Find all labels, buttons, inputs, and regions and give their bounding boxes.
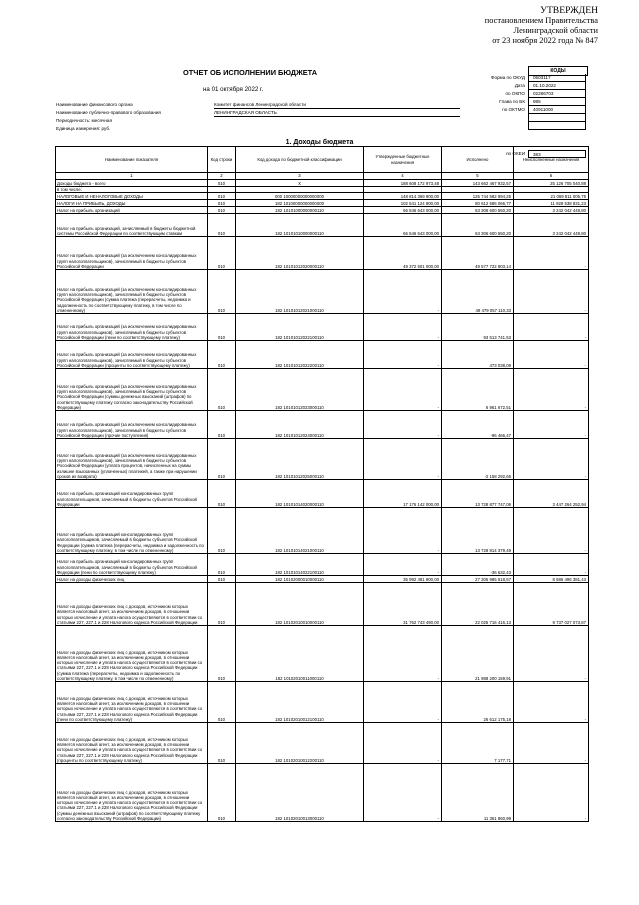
row-executed: 21 988 200 159,91 <box>442 626 514 682</box>
row-income-code: 182 10101012021000110 <box>236 270 364 314</box>
row-executed: 49 577 722 803,14 <box>442 237 514 270</box>
row-line-code: 010 <box>208 270 236 314</box>
row-name: Налог на доходы физических лиц с доходов, источником которых является налоговый агент, за исключением доходов, в отношении которых исчисление и уплата налога осуществляются в соответствии со статьями 227, 227.1 и 228 Налогового кодекса Российской Федерации (пени по соответствующему платежу) <box>56 682 208 723</box>
approval-block <box>378 6 598 46</box>
row-line-code: 010 <box>208 626 236 682</box>
header-executed: Исполнено <box>442 147 514 173</box>
table-body <box>56 180 589 822</box>
row-line-code: 010 <box>208 200 236 207</box>
row-executed: 27 305 985 518,57 <box>442 576 514 583</box>
table-row <box>56 480 589 508</box>
unit-of-measure: Единица измерения: руб. <box>56 126 111 131</box>
row-remaining: 3 447 264 252,94 <box>514 480 589 508</box>
row-remaining: - <box>514 237 589 270</box>
budget-label: Наименование публично-правового образования <box>56 110 161 115</box>
table-row <box>56 180 589 187</box>
table-row <box>56 341 589 369</box>
table-row <box>56 682 589 723</box>
row-remaining: 3 242 042 449,80 <box>514 214 589 237</box>
row-approved: 49 372 501 000,00 <box>364 237 442 270</box>
row-remaining: 25 126 705 040,88 <box>514 180 589 187</box>
row-remaining: - <box>514 508 589 554</box>
row-name: Налог на прибыль организаций <box>56 207 208 214</box>
approval-line-1: УТВЕРЖДЕН <box>540 5 598 16</box>
header-remaining: Неисполненные назначения <box>514 147 589 173</box>
table-row <box>56 508 589 554</box>
col-number: 3 <box>236 173 364 180</box>
row-approved: - <box>364 682 442 723</box>
col-number: 5 <box>442 173 514 180</box>
row-remaining: 21 069 811 005,75 <box>514 193 589 200</box>
row-approved: - <box>364 764 442 822</box>
table-row <box>56 193 589 200</box>
row-income-code: 182 10102010012200110 <box>236 723 364 764</box>
row-line-code: 010 <box>208 764 236 822</box>
row-name: Налог на прибыль организаций (за исключением консолидированных групп налогоплательщиков), зачисляемый в бюджеты субъектов Российской Федерации (проценты по соответствующему платежу) <box>56 341 208 369</box>
row-approved: 66 546 643 000,00 <box>364 207 442 214</box>
budget-underline <box>214 116 460 117</box>
code-label: Форма по ОКУД <box>490 75 525 80</box>
header-income-code: Код дохода по бюджетной классификации <box>236 147 364 173</box>
row-remaining: - <box>514 314 589 341</box>
row-approved: 148 814 369 900,00 <box>364 193 442 200</box>
row-remaining: - <box>514 764 589 822</box>
row-approved: 188 608 172 973,48 <box>364 180 442 187</box>
row-income-code: 182 10101012022200110 <box>236 341 364 369</box>
header-name: Наименование показателя <box>56 147 208 173</box>
row-line-code: 010 <box>208 207 236 214</box>
code-value: 01.10.2022 <box>528 82 586 90</box>
col-number: 2 <box>208 173 236 180</box>
row-executed: 80 612 586 066,77 <box>442 200 514 207</box>
row-line-code: 010 <box>208 723 236 764</box>
row-income-code: 182 10102010011000110 <box>236 626 364 682</box>
row-approved: - <box>364 626 442 682</box>
col-number: 1 <box>56 173 208 180</box>
row-executed: 22 025 716 416,13 <box>442 583 514 626</box>
row-executed: 13 728 814 379,49 <box>442 508 514 554</box>
row-income-code: 182 10101012022100110 <box>236 314 364 341</box>
row-income-code: 182 10101014021000110 <box>236 508 364 554</box>
row-executed: 93 513 741,53 <box>442 314 514 341</box>
row-approved: - <box>364 439 442 480</box>
code-value: 383 <box>528 150 586 158</box>
row-line-code: 010 <box>208 439 236 480</box>
row-approved: 66 546 643 000,00 <box>364 214 442 237</box>
row-approved: - <box>364 341 442 369</box>
row-line-code: 010 <box>208 682 236 723</box>
row-name: Налог на прибыль организаций (за исключением консолидированных групп налогоплательщиков), зачисляемый в бюджеты субъектов Российской Федерации (суммы денежных взысканий (штрафов) по соответствующему платежу согласно законодательству Российской Федерации) <box>56 369 208 411</box>
table-row <box>56 554 589 576</box>
approval-line-3: Ленинградской области <box>513 26 598 35</box>
table-row <box>56 411 589 439</box>
row-executed: -36 632,43 <box>442 554 514 576</box>
row-approved: - <box>364 314 442 341</box>
row-name: Налог на прибыль организаций консолидированных групп налогоплательщиков, зачисляемый в бюджеты субъектов Российской Федерации <box>56 480 208 508</box>
row-line-code: 010 <box>208 214 236 237</box>
row-line-code: 010 <box>208 583 236 626</box>
report-date: на 01 октября 2022 г. <box>203 86 264 93</box>
row-remaining: 11 928 538 831,23 <box>514 200 589 207</box>
row-remaining: 8 686 496 381,43 <box>514 576 589 583</box>
row-approved: - <box>364 270 442 314</box>
row-executed: 13 728 877 747,06 <box>442 480 514 508</box>
row-approved: - <box>364 508 442 554</box>
code-label: по ОКТМО <box>502 107 525 112</box>
report-title: ОТЧЕТ ОБ ИСПОЛНЕНИИ БЮДЖЕТА <box>183 68 318 77</box>
table-row <box>56 314 589 341</box>
row-name: Налог на прибыль организаций (за исключением консолидированных групп налогоплательщиков), зачисляемый в бюджеты субъектов Российской Федерации (уплата процентов, начисленных на суммы излишне взысканных (уплаченных) платежей, а также при нарушении сроков их возврата) <box>56 439 208 480</box>
row-line-code: 010 <box>208 554 236 576</box>
row-executed: -96 466,47 <box>442 411 514 439</box>
row-income-code: 182 10101012023000110 <box>236 369 364 411</box>
row-executed: -2 158 292,65 <box>442 439 514 480</box>
row-income-code: 182 10100000000000000 <box>236 200 364 207</box>
header-line-code: Код строки <box>208 147 236 173</box>
approval-line-4: от 23 ноября 2022 года № 847 <box>492 36 598 45</box>
row-income-code: 182 10101012020000110 <box>236 237 364 270</box>
table-row <box>56 626 589 682</box>
table-row <box>56 764 589 822</box>
row-remaining: - <box>514 723 589 764</box>
row-remaining: - <box>514 411 589 439</box>
table-row <box>56 237 589 270</box>
row-line-code: 010 <box>208 576 236 583</box>
row-remaining: 3 242 042 449,80 <box>514 207 589 214</box>
col-number: 4 <box>364 173 442 180</box>
code-value: 02286703 <box>528 90 586 98</box>
code-label: Глава по БК <box>499 99 525 104</box>
row-income-code: 182 10102000010000110 <box>236 576 364 583</box>
row-income-code: 182 10102010010000110 <box>236 583 364 626</box>
row-executed: 143 662 467 932,57 <box>442 180 514 187</box>
income-table <box>55 146 589 822</box>
row-income-code: X <box>236 180 364 187</box>
row-name: Налог на прибыль организаций (за исключением консолидированных групп налогоплательщиков), зачисляемый в бюджеты субъектов Российской Федерации <box>56 237 208 270</box>
budget-value: ЛЕНИНГРАДСКАЯ ОБЛАСТЬ <box>214 110 277 115</box>
row-income-code: 182 10101012024000110 <box>236 411 364 439</box>
row-name: Налог на прибыль организаций консолидированных групп налогоплательщиков, зачисляемый в бюджеты субъектов Российской Федерации (пени по соответствующему платежу) <box>56 554 208 576</box>
row-approved: - <box>364 411 442 439</box>
table-row <box>56 723 589 764</box>
row-executed: 63 306 600 550,20 <box>442 207 514 214</box>
table-row <box>56 583 589 626</box>
row-name: Налог на прибыль организаций (за исключением консолидированных групп налогоплательщиков), зачисляемый в бюджеты субъектов Российской Федерации (прочие поступления) <box>56 411 208 439</box>
table-row <box>56 439 589 480</box>
row-name: Налог на доходы физических лиц с доходов, источником которых является налоговый агент, за исключением доходов, в отношении которых исчисление и уплата налога осуществляются в соответствии со статьями 227, 227.1 и 228 Налогового кодекса Российской Федерации (суммы денежных взысканий (штрафов) по соответствующему платежу согласно законодательству Российской Федерации) <box>56 764 208 822</box>
code-value: 40911000 <box>528 106 586 114</box>
row-line-code: 010 <box>208 180 236 187</box>
header-approved: Утвержденные бюджетные назначения <box>364 147 442 173</box>
code-label: по ОКЕИ <box>506 151 525 156</box>
row-approved: - <box>364 369 442 411</box>
row-approved: 31 762 743 490,00 <box>364 583 442 626</box>
row-line-code: 010 <box>208 369 236 411</box>
row-line-code: 010 <box>208 411 236 439</box>
codes-header: КОДЫ <box>528 66 588 76</box>
row-executed: 11 361 860,99 <box>442 764 514 822</box>
row-remaining: - <box>514 270 589 314</box>
table-row <box>56 200 589 207</box>
row-income-code: 182 10102010012100110 <box>236 682 364 723</box>
row-income-code: 182 10101014020000110 <box>236 480 364 508</box>
row-line-code: 010 <box>208 314 236 341</box>
code-value <box>528 122 586 130</box>
col-number: 6 <box>514 173 589 180</box>
row-income-code: 182 10101000000000110 <box>236 207 364 214</box>
table-row <box>56 576 589 583</box>
row-approved: - <box>364 723 442 764</box>
row-name: в том числе: <box>56 187 208 193</box>
row-name: Налог на прибыль организаций (за исключением консолидированных групп налогоплательщиков), зачисляемый в бюджеты субъектов Российской Федерации (сумма платежа (перерасчеты, недоимка и задолженность по соответствующему платежу, в том числе по отмененному) <box>56 270 208 314</box>
periodicity: Периодичность: месячная <box>56 118 112 123</box>
table-row <box>56 270 589 314</box>
row-remaining: - <box>514 626 589 682</box>
approval-line-2: постановлением Правительства <box>484 16 598 25</box>
row-remaining: 9 737 027 073,87 <box>514 583 589 626</box>
row-line-code: 010 <box>208 341 236 369</box>
row-name: Налог на доходы физических лиц <box>56 576 208 583</box>
row-remaining: - <box>514 554 589 576</box>
row-remaining: - <box>514 369 589 411</box>
row-name: НАЛОГОВЫЕ И НЕНАЛОГОВЫЕ ДОХОДЫ <box>56 193 208 200</box>
code-label: по ОКПО <box>505 91 525 96</box>
row-name: Налог на доходы физических лиц с доходов, источником которых является налоговый агент, за исключением доходов, в отношении которых исчисление и уплата налога осуществляются в соответствии со статьями 227, 227.1 и 228 Налогового кодекса Российской Федерации (сумма платежа (перерасчеты, недоимка и задолженность по соответствующему платежу, в том числе по отмененному) <box>56 626 208 682</box>
row-remaining: - <box>514 682 589 723</box>
row-income-code: 182 10101010000000110 <box>236 214 364 237</box>
row-name: Налог на прибыль организаций консолидированных групп налогоплательщиков, зачисляемый в бюджеты субъектов Российской Федерации (сумма платежа (перерасчеты, недоимка и задолженность по соответствующему платежу, в том числе по отмененному) <box>56 508 208 554</box>
row-executed: 49 479 057 110,33 <box>442 270 514 314</box>
row-name: Налог на доходы физических лиц с доходов, источником которых является налоговый агент, за исключением доходов, в отношении которых исчисление и уплата налога осуществляются в соответствии со статьями 227, 227.1 и 228 Налогового кодекса Российской Федерации (проценты по соответствующему платежу) <box>56 723 208 764</box>
row-income-code: 182 10101012025000110 <box>236 439 364 480</box>
row-line-code: 010 <box>208 508 236 554</box>
row-approved: 35 992 481 900,00 <box>364 576 442 583</box>
row-approved: 17 176 142 000,00 <box>364 480 442 508</box>
code-value: 0503117 <box>528 74 586 82</box>
code-value <box>528 114 586 122</box>
row-executed: 6 961 672,51 <box>442 369 514 411</box>
row-executed: 125 744 582 894,25 <box>442 193 514 200</box>
row-income-code: 182 10101014022100110 <box>236 554 364 576</box>
section-title: 1. Доходы бюджета <box>285 139 354 146</box>
table-row <box>56 214 589 237</box>
row-remaining: - <box>514 439 589 480</box>
row-executed: 26 612 175,18 <box>442 682 514 723</box>
row-approved: 102 541 124 900,00 <box>364 200 442 207</box>
table-row <box>56 207 589 214</box>
row-line-code: 010 <box>208 237 236 270</box>
fin-org-label: Наименование финансового органа <box>56 102 133 107</box>
row-executed: 473 038,09 <box>442 341 514 369</box>
row-name: Налог на прибыль организаций (за исключением консолидированных групп налогоплательщиков), зачисляемый в бюджеты субъектов Российской Федерации (пени по соответствующему платежу) <box>56 314 208 341</box>
row-executed: 63 306 600 550,20 <box>442 214 514 237</box>
row-line-code: 010 <box>208 193 236 200</box>
row-name: Доходы бюджета - всего <box>56 180 208 187</box>
row-name: Налог на доходы физических лиц с доходов, источником которых является налоговый агент, за исключением доходов, в отношении которых исчисление и уплата налога осуществляются в соответствии со статьями 227, 227.1 и 228 Налогового кодекса Российской Федерации <box>56 583 208 626</box>
row-approved: - <box>364 554 442 576</box>
fin-org-value: Комитет финансов Ленинградской области <box>214 102 306 107</box>
row-name: Налог на прибыль организаций, зачисляемый в бюджеты бюджетной системы Российской Федерации по соответствующим ставкам <box>56 214 208 237</box>
row-name: НАЛОГИ НА ПРИБЫЛЬ, ДОХОДЫ <box>56 200 208 207</box>
row-remaining: - <box>514 341 589 369</box>
row-line-code: 010 <box>208 480 236 508</box>
code-value: 985 <box>528 98 586 106</box>
row-executed: 7 177,71 <box>442 723 514 764</box>
row-income-code: 000 10000000000000000 <box>236 193 364 200</box>
row-income-code: 182 10102010013000110 <box>236 764 364 822</box>
table-row <box>56 369 589 411</box>
code-label: Дата <box>514 83 525 88</box>
